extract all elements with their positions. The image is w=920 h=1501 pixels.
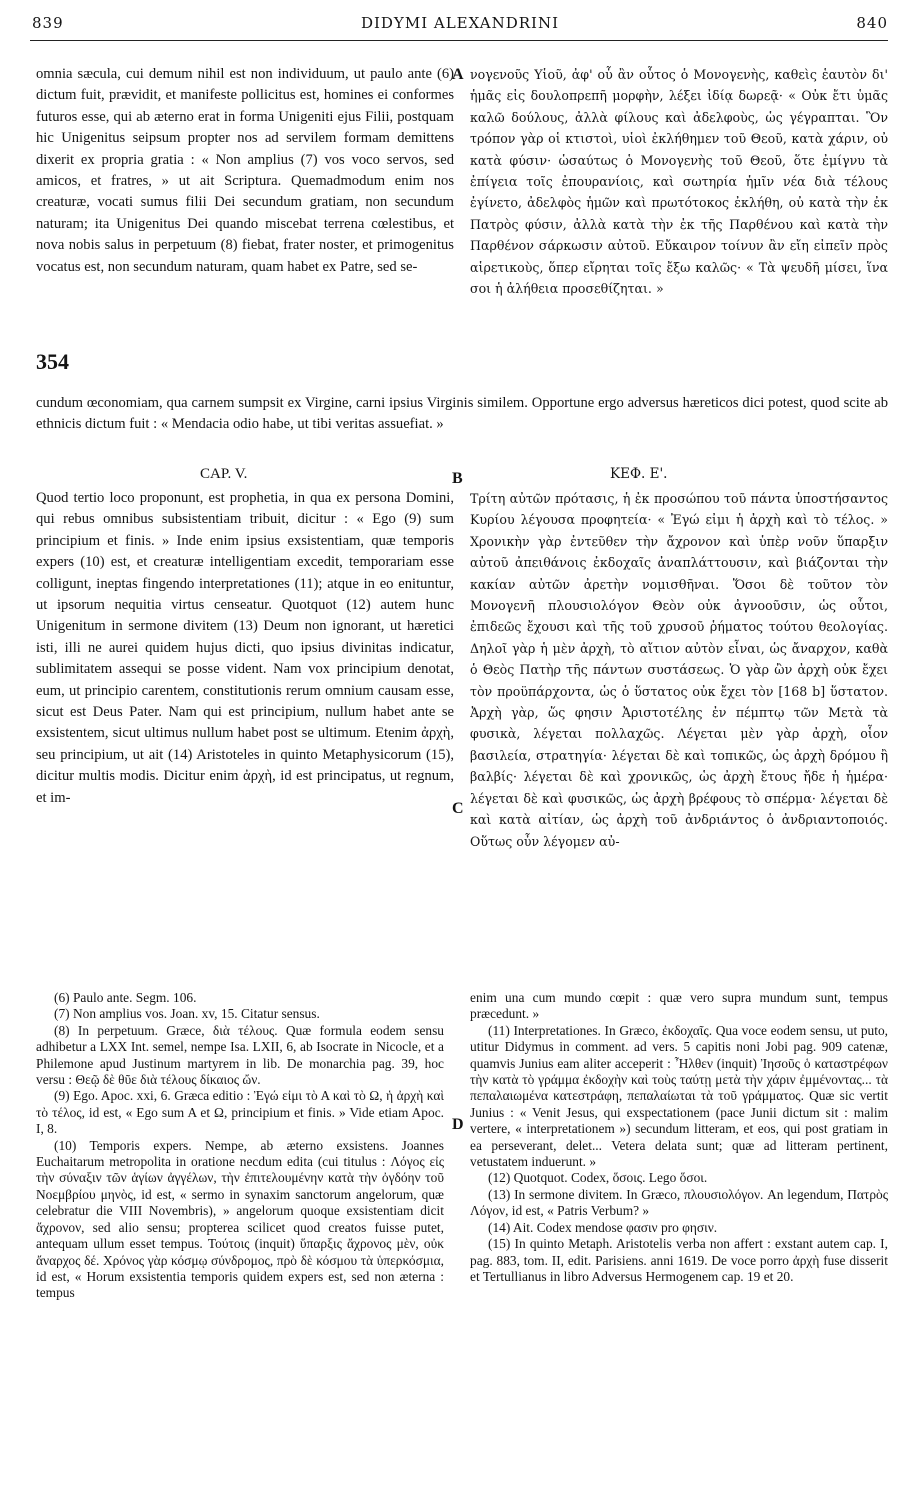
margin-letter-c: C (452, 800, 464, 817)
margin-letter-a: A (452, 66, 464, 83)
running-title: DIDYMI ALEXANDRINI (360, 14, 560, 32)
running-header (0, 6, 920, 40)
greek-column-top: νογενοῦς Υἱοῦ, ἀφ' οὗ ἂν οὗτος ὁ Μονογενὴς, καθεὶς ἑαυτὸν δι' ἡμᾶς εἰς δουλοπρεπῆ μορφὴν, λέξει ἰδίᾳ δωρεᾷ· « Οὐκ ἔτι ὑμᾶς καλῶ δούλους, ἀλλὰ φίλους καὶ ἀδελφοὺς, ὡς γέγραπται. Ὃν τρόπον γὰρ οἱ κτιστοὶ, υἱοὶ ἐκλήθημεν τοῦ Θεοῦ, κατὰ χάριν, οὐ κατὰ φύσιν· ὡσαύτως ὁ Μονογενὴς τοῦ Θεοῦ, ὅτε ἐμίγνυ τὰ ἐπίγεια τοῖς ἐπουρανίοις, καὶ σωτηρία ἡμῖν νέα διὰ τέλους ἐγίνετο, ἀδελφὸς ἡμῶν καὶ πρωτότοκος ἐκλήθη, οὐ κατὰ τὴν ἐκ Πατρὸς φύσιν, ἀλλὰ κατὰ τὴν ἐκ τῆς Παρθένου καὶ κατὰ τὴν Παρθένον σάρκωσιν αὐτοῦ. Εὔκαιρον τοίνυν ἂν εἴη εἰπεῖν πρὸς αἱρετικοὺς, ὅπερ εἴρηται τοῖς ἔξω καλῶς· « Τὰ ψευδῆ μίσει, ἵνα σοι ἡ ἀλήθεια προσεθίζηται. » (470, 67, 888, 297)
page-number-right: 840 (856, 14, 888, 32)
footnote: (10) Temporis expers. Nempe, ab æterno exsistens. Joannes Euchaitarum metropolita in oratione necdum edita (cui titulus : Λόγος εἰς τὴν σύναξιν τῶν ἁγίων ἀγγέλων, τὴν ἐπιτελουμένην κατὰ τὴν ὀγδόην τοῦ Νοεμβρίου μηνὸς, id est, « sermo in synaxim sanctorum angelorum, quæ celebratur die VIII Novembris), » angelorum quoque exsistentiam dicit ἄχρονον, sed alio sensu; propterea scilicet quod creatos fuisse putet, antequam ullum esset tempus. Τούτοις (inquit) ὕπαρξις ἄχρονος μὲν, οὐκ ἄναρχος δέ. Χρόνος γὰρ κόσμῳ σύνδρομος, πρὸ δὲ κόσμου τὰ ὑπερκόσμια, id est, « Horum exsistentia temporis quidem expers est, sed non æterna : tempus (36, 1137, 444, 1301)
page-number-left: 839 (32, 14, 64, 32)
greek-column-chapter: Τρίτη αὐτῶν πρότασις, ἡ ἐκ προσώπου τοῦ πάντα ὑποστήσαντος Κυρίου λέγουσα προφητεία· « Ἐγώ εἰμι ἡ ἀρχὴ καὶ τὸ τέλος. » Χρονικὴν γὰρ ἐντεῦθεν τὴν ἄχρονον καὶ ὑπὲρ νοῦν ὕπαρξιν αὐτοῦ ἀπειθάνοις ἐκδοχαῖς ἀναπλάττουσιν, καὶ βιάζονται τὴν κακίαν αὐτῶν ἀρετὴν νομισθῆναι. Ὅσοι δὲ τοῦτον τὸν Μονογενῆ πλουσιολόγον Θεὸν οὐκ ἀγνοοῦσιν, ὡς οὗτοι, ἐπιδεῶς ἔχουσι καὶ τῆς τοῦ χρυσοῦ ῥήματος τούτου θεολογίας. Δηλοῖ γὰρ ἡ μὲν ἀρχὴ, τὸ αἴτιον αὐτὸν εἶναι, ὡς ἄναρχον, καθὰ ὁ Θεὸς Πατὴρ τῆς πάντων συστάσεως. Ὁ γὰρ ὢν ἀρχὴ οὐκ ἔχει τὸν προϋπάρχοντα, ὡς ὁ ὕστατος οὐκ ἔχει τὸν [168 b] ὕστατον. Ἀρχὴ γὰρ, ὥς φησιν Ἀριστοτέλης ἐν πέμπτῳ τῶν Μετὰ τὰ φυσικὰ, λέγεται πολλαχῶς. Λέγεται μὲν γὰρ ἀρχὴ, οἷον βασιλεία, στρατηγία· λέγεται δὲ καὶ τοπικῶς, ὡς ἀρχὴ δρόμου ἢ βαλβίς· λέγεται δὲ καὶ χρονικῶς, ὡς ἀρχὴ ἔτους ἤδε ἡ ἡμέρα· λέγεται δὲ καὶ φυσικῶς, ὡς ἀρχὴ βρέφους τὸ σπέρμα· λέγεται δὲ καὶ κατὰ αἰτίαν, ὡς ἀρχὴ τοῦ ἀνδριάντος ὁ ἀνδριαντοποιός. Οὕτως οὖν λέγομεν αὐ- (470, 491, 888, 849)
header-rule (30, 40, 888, 41)
footnote: (11) Interpretationes. In Græco, ἐκδοχαῖς. Qua voce eodem sensu, ut puto, utitur Didymus in comment. ad vers. 5 capitis noni Jobi pag. 909 catenæ, quamvis Junius eam aliter acceperit : Ἦλθεν (inquit) Ἰησοῦς ὁ καταστρέφων τὴν κατὰ τὸ γράμμα ἐκδοχὴν καὶ τοὺς ταύτῃ μετὰ τὴν χάριν ἐμμένοντας... τὰ πεπαλαιωμένα κατεστράφη, πεπαλαίωται τὰ τοῦ γράμματος. Quæ sic vertit Junius : « Venit Jesus, qui exspectationem (pace Junii dictum sit : malim vertere, « interpretationem ») secundum litteram, et eos, qui post gratiam in ea perseverant, delet... Vetera delata sunt; quæ ad litteram pertinent, vetustatem induerunt. » (470, 1022, 888, 1170)
footnote: (6) Paulo ante. Segm. 106. (54, 990, 197, 1005)
footnote: (7) Non amplius vos. Joan. xv, 15. Citatur sensus. (54, 1006, 320, 1022)
margin-letter-b: B (452, 470, 463, 487)
chapter-heading-greek: ΚΕΦ. Ε'. (610, 466, 668, 482)
latin-column-top: omnia sæcula, cui demum nihil est non individuum, ut paulo ante (6) dictum fuit, prævidit, et manifeste pollicitus est, homines ei conformes futuros esse, qui ab æterno erat in forma Unigeniti ejus Filii, postquam hic Unigenitus seipsum propter nos ad servilem formam demittens dixerit ex propria gratia : « Non amplius (7) vos voco servos, sed amicos, et fratres, » ut ait Scriptura. Quemadmodum enim nos creaturæ, vocati sumus filii Dei secundum gratiam, non secundum naturam; ita Unigenitus Dei quando miscebat terrena cœlestibus, et nova nobis salus in perpetuum (8) fiebat, frater noster, et primogenitus vocatus est, non secundum naturam, quam habet ex Patre, sed se- (36, 66, 454, 275)
column-number-marker: 354 (36, 349, 69, 374)
footnote: (8) In perpetuum. Græce, διὰ τέλους. Quæ formula eodem sensu adhibetur a LXX Int. semel, nempe Isa. LXII, 6, ab Isocrate in Nicocle, et a Philemone apud Justinum martyrem in lib. De monarchia pag. 39, hoc versu : Θεῷ δὲ θῦε διὰ τέλους δίκαιος ὤν. (36, 1022, 444, 1088)
footnotes-right (470, 990, 888, 1490)
footnote: (13) In sermone divitem. In Græco, πλουσιολόγον. An legendum, Πατρὸς Λόγον, id est, « Patris Verbum? » (470, 1186, 888, 1219)
chapter-heading-latin: CAP. V. (200, 466, 248, 482)
footnote: (14) Ait. Codex mendose φασιν pro φησιν. (488, 1219, 718, 1235)
footnote: (9) Ego. Apoc. xxi, 6. Græca editio : Ἐγώ εἰμι τὸ Α καὶ τὸ Ω, ἡ ἀρχὴ καὶ τὸ τέλος, id est, « Ego sum A et Ω, principium et finis. » Vide etiam Apoc. I, 8. (36, 1088, 444, 1137)
footnote: (12) Quotquot. Codex, ὅσοις. Lego ὅσοι. (488, 1170, 708, 1186)
full-width-paragraph: cundum œconomiam, qua carnem sumpsit ex Virgine, carni ipsius Virginis similem. Opportune ergo adversus hæreticos dici potest, quod scite ab ethnicis dictum fuit : « Mendacia odio habe, ut tibi veritas assuefiat. » (36, 395, 888, 433)
margin-letter-d: D (452, 1116, 464, 1133)
latin-column-chapter: Quod tertio loco proponunt, est prophetia, in qua ex persona Domini, qui rebus omnibus subsistentiam tribuit, dicitur : « Ego (9) sum principium et finis. » Inde enim ipsius exsistentiam, quæ temporis expers (10) est, et creaturæ intelligentiam excedit, temporariam esse colligunt, ineptas fingendo interpretationes (11); atque in eo enituntur, ut ipsorum nequitia virtus censeatur. Quotquot (12) autem hunc Unigenitum in sermone divitem (13) Deum non ignorant, ut hæretici isti, illi ne aurei quidem hujus dicti, quo ipsius divinitas indicatur, sublimitatem assequi se posse vident. Nam vox principium denotat, eum, ut principio carentem, constitutionis rerum omnium causam esse, sicut est Deus Pater. Nam qui est principium, nullum habet ante se exsistentem, sicut ultimus nullum habet post se ultimum. Etenim ἀρχὴ, seu principium, ut ait (14) Aristoteles in quinto Metaphysicorum (15), dicitur multis modis. Dicitur enim ἀρχὴ, id est principatus, ut regnum, et im- (36, 490, 454, 806)
footnote: (15) In quinto Metaph. Aristotelis verba non affert : exstant autem cap. I, pag. 883, tom. II, edit. Parisiens. anni 1619. De voce porro ἀρχὴ fuse disserit et Tertullianus in libro Adversus Hermogenem cap. 19 et 20. (470, 1236, 888, 1284)
footnotes-left (36, 990, 444, 1490)
footnote: enim una cum mundo cœpit : quæ vero supra mundum sunt, tempus præcedunt. » (470, 990, 888, 1022)
